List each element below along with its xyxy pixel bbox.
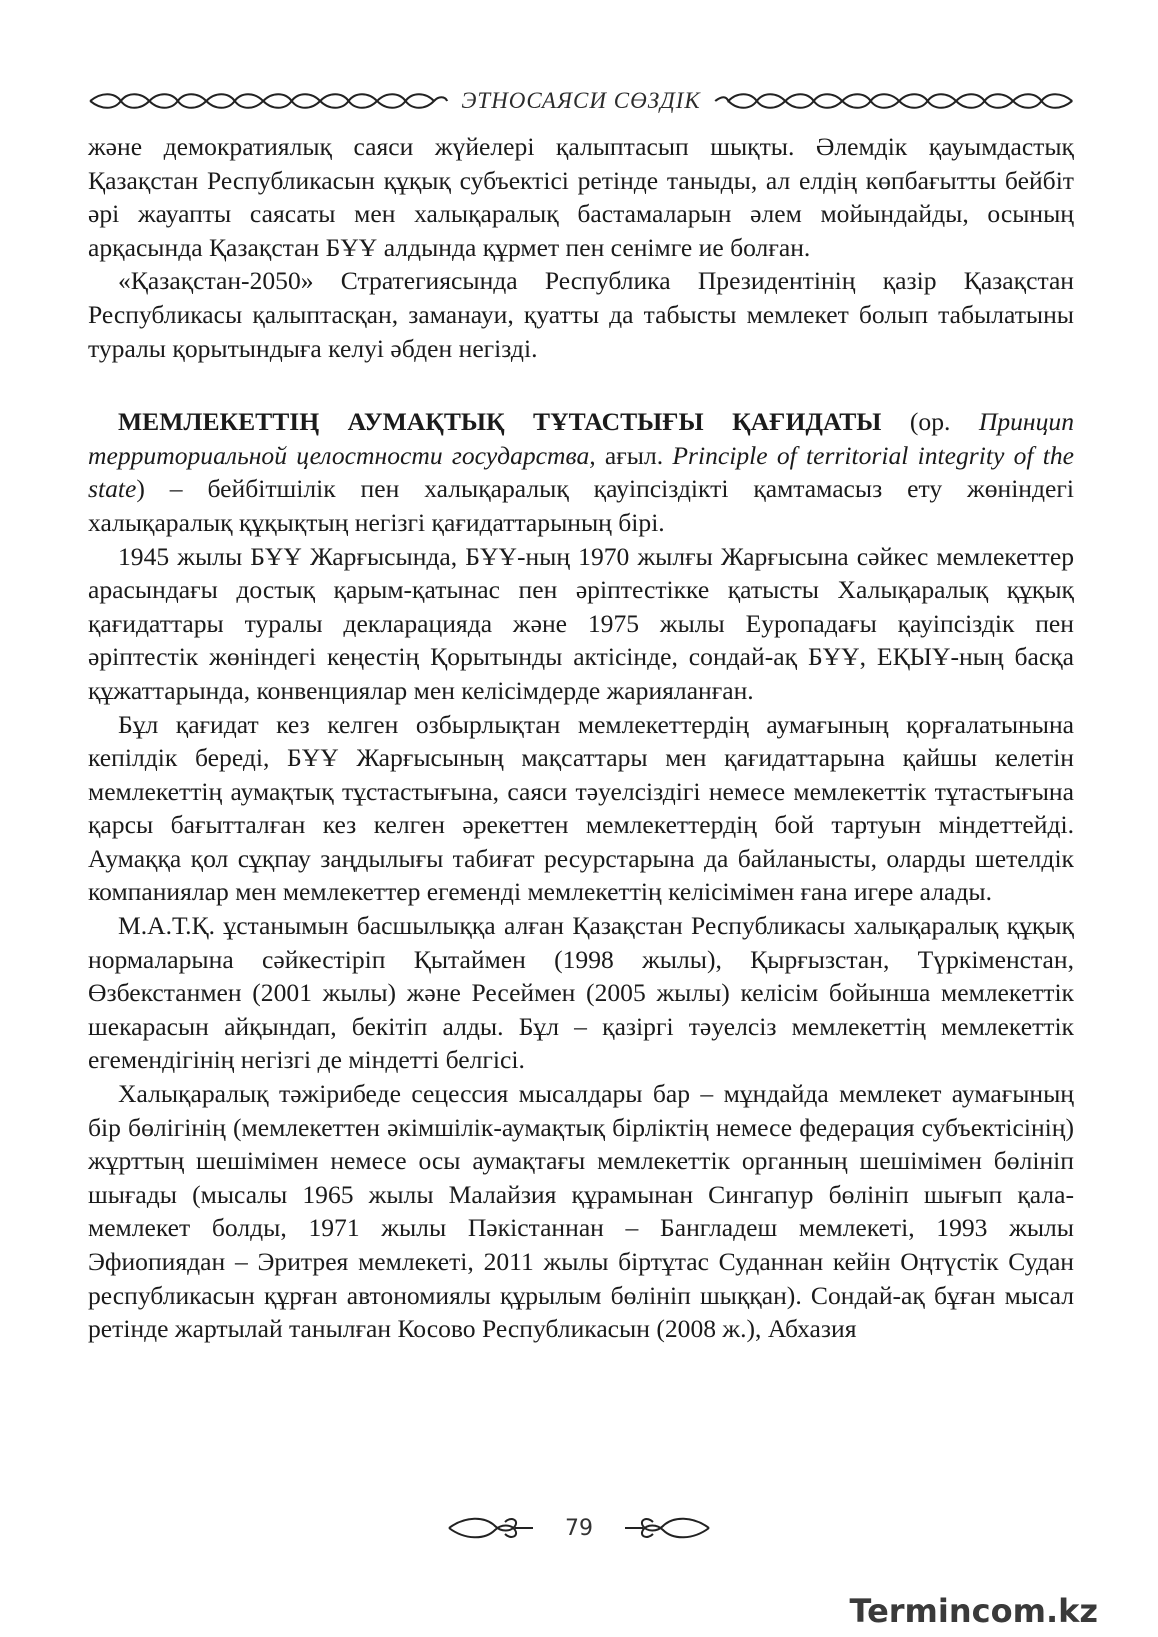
entry-ru-prefix: (ор. [881,407,979,437]
swirl-right-icon [623,1514,713,1542]
watermark-logo: Termincom.kz [849,1592,1098,1630]
swirl-left-icon [445,1514,535,1542]
paragraph-secession: Халықаралық тәжірибеде сецессия мысалдары бар – мұндайда мемлекет аумағының бір бөлігінің (мемлекеттен әкімшілік-аумақтық бірліктің немесе федерация субъектісінің) жұрттың шешімімен немесе осы аумақтағы мемлекеттік органның шешімімен бөлініп шығады (мысалы 1965 жылы Малайзия құрамынан Сингапур бөлініп шығып қала-мемлекет болды, 1971 жылы Пәкістаннан – Бангладеш мемлекеті, 1993 жылы Эфиопиядан – Эритрея мемлекеті, 2011 жылы біртұтас Суданнан кейін Оңтүстік Судан республикасын құрған автономиялы құрылым бөлініп шыққан). Сондай-ақ бұған мысал ретінде жартылай танылған Косово Республикасын (2008 ж.), Абхазия [88,1079,1074,1344]
dictionary-entry [88,405,1074,539]
page-number: 79 [565,1515,593,1541]
entry-en-term: Principle of territorial integrity of the state [88,440,1075,504]
entry-en-prefix: ағыл. [595,440,673,470]
running-header [88,86,1074,116]
ornament-left-icon [88,90,449,112]
entry-ru-term: Принцип территориальной целостности государства, [88,407,1075,470]
main-text [88,130,1074,1346]
paragraph-1945: 1945 жылы БҰҰ Жарғысында, БҰҰ-ның 1970 жылғы Жарғысына сәйкес мемлекеттер арасындағы достық қарым-қатынас пен әріптестікке қатысты Халықаралық құқық қағидаттары туралы декларацияда және 1975 жылы Еуропадағы қауіпсіздік пен әріптестік жөніндегі кеңестің Қорытынды актісінде, сондай-ақ БҰҰ, ЕҚЫҰ-ның басқа құжаттарында, конвенциялар мен келісімдерде жарияланған. [88,541,1074,705]
entry-term: МЕМЛЕКЕТТІҢ АУМАҚТЫҚ ТҰТАСТЫҒЫ ҚАҒИДАТЫ [118,407,882,437]
entry-definition: ) – бейбітшілік пен халықаралық қауіпсіздікті қамтамасыз ету жөніндегі халықаралық құқықтың негізгі қағидаттарының бірі. [88,474,1074,537]
page-footer [400,1508,758,1548]
ornament-right-icon [713,90,1074,112]
paragraph-matk: М.А.Т.Қ. ұстанымын басшылыққа алған Қазақстан Республикасы халықаралық құқық нормаларына сәйкестіріп Қытаймен (1998 жылы), Қырғызстан, Түркіменстан, Өзбекстанмен (2001 жылы) және Ресеймен (2005 жылы) келісім бойынша мемлекеттік шекарасын айқындап, бекітіп алды. Бұл – қазіргі тәуелсіз мемлекеттің мемлекеттік егемендігінің негізгі де міндетті белгісі. [88,911,1074,1075]
running-header-title: ЭТНОСАЯСИ СӨЗДІК [461,88,701,113]
paragraph-continuation: және демократиялық саяси жүйелері қалыптасып шықты. Әлемдік қауымдастық Қазақстан Республикасын құқық субъектісі ретінде таныды, ал елдің көпбағытты бейбіт әрі жауапты саясаты мен халықаралық бастамаларын әлем мойындайды, осының арқасында Қазақстан БҰҰ алдында құрмет пен сенімге ие болған. [88,132,1074,262]
paragraph-guarantee: Бұл қағидат кез келген озбырлықтан мемлекеттердің аумағының қорғалатынына кепілдік береді, БҰҰ Жарғысының мақсаттары мен қағидаттарына қайшы келетін мемлекеттің аумақтық тұстастығына, саяси тәуелсіздігі немесе мемлекеттік тұтастығына қарсы бағытталған кез келген әрекеттен мемлекеттердің бой тартуын міндеттейді. Аумаққа қол сұқпау заңдылығы табиғат ресурстарына да байланысты, оларды шетелдік компаниялар мен мемлекеттер егеменді мемлекеттің келісімімен ғана игере алады. [88,709,1074,907]
paragraph-strategy: «Қазақстан-2050» Стратегиясында Республика Президентінің қазір Қазақстан Республикасы қалыптасқан, заманауи, қуатты да табысты мемлекет болып табылатыны туралы қорытындыға келуі әбден негізді. [88,266,1074,363]
